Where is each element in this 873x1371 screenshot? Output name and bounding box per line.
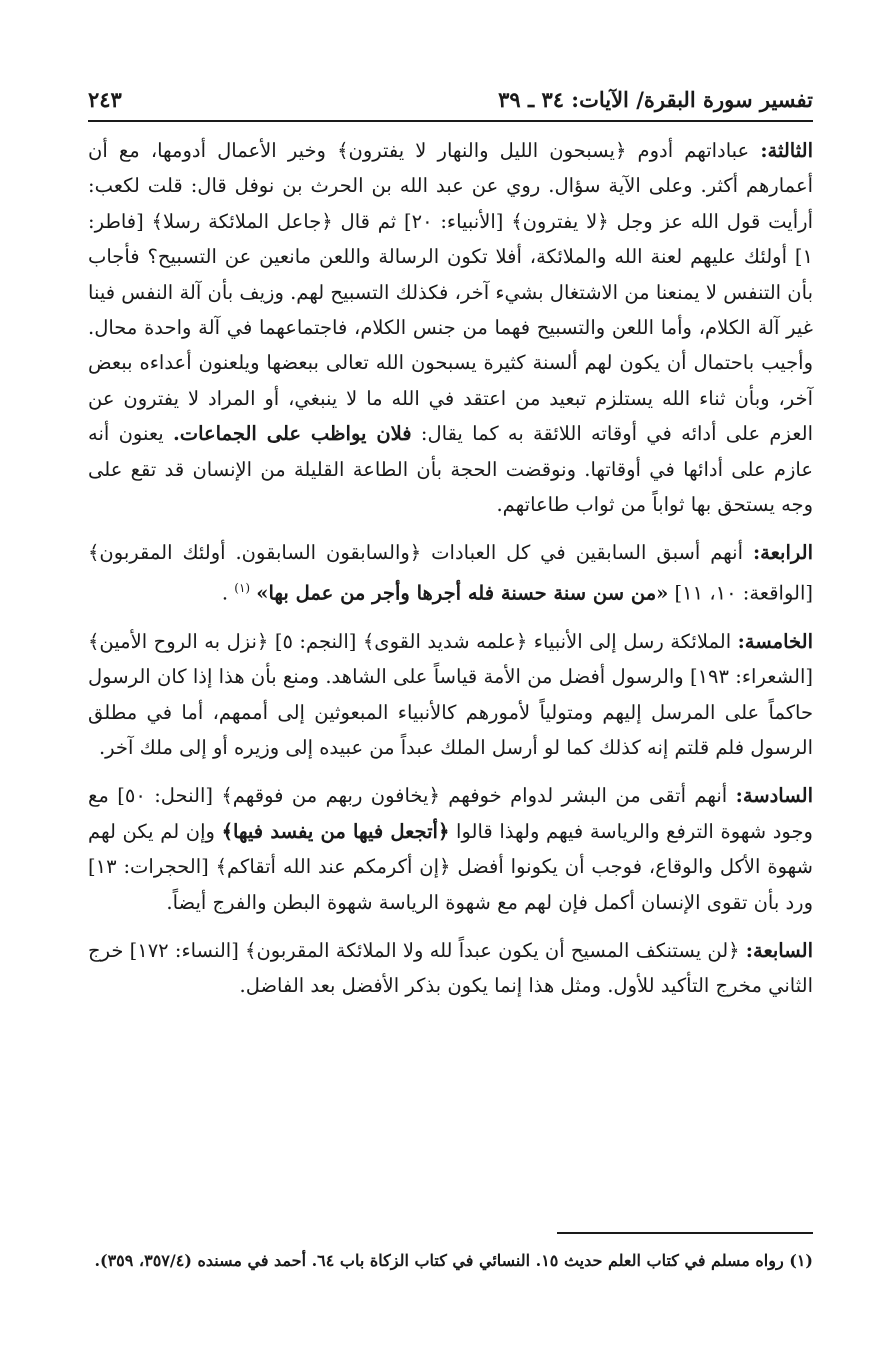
- paragraph-text: ﴿لن يستنكف المسيح أن يكون عبداً لله ولا الملائكة المقربون﴾ [النساء: ١٧٢] خرج الثاني مخرج التأكيد للأول. ومثل هذا إنما يكون بذكر الأفضل بعد الفاضل.: [88, 939, 813, 998]
- paragraph-lead: الرابعة:: [752, 541, 813, 565]
- paragraph-fourth: [88, 535, 813, 610]
- page-number: ٢٤٣: [88, 87, 122, 112]
- body-text: [88, 133, 813, 1004]
- paragraph-lead: السابعة:: [745, 939, 813, 963]
- paragraph-lead: الثالثة:: [760, 139, 813, 162]
- paragraph-text: أنهم أسبق السابقين في كل العبادات ﴿والسابقون السابقون. أولئك المقربون﴾ [الواقعة: ١٠، ١١]: [88, 541, 813, 605]
- footnote-rule: [557, 1232, 813, 1234]
- paragraph-text: يعنون أنه عازم على أدائها في أوقاتها. ونوقضت الحجة بأن الطاعة القليلة من الإنسان قد تقع على وجه يستحق بها ثواباً من ثواب طاعاتهم.: [88, 422, 813, 517]
- quran-quote: ﴿أتجعل فيها من يفسد فيها﴾: [221, 819, 450, 843]
- paragraph-text: .: [221, 581, 235, 605]
- paragraph-third: [88, 133, 813, 522]
- header-rule: [88, 120, 813, 122]
- paragraph-bold-text: فلان يواظب على الجماعات.: [172, 422, 412, 446]
- paragraph-text: الملائكة رسل إلى الأنبياء ﴿علمه شديد القوى﴾ [النجم: ٥] ﴿نزل به الروح الأمين﴾ [الشعراء: ١٩٣] والرسول أفضل من الأمة قياساً على الشاهد. ومنع بأن هذا إذا كان الرسول حاكماً على المرسل إليهم ومتولياً لأمورهم كالأنبياء المبعوثين إلى أممهم، أما في مطلق الرسول فلم قلتم إنه كذلك كما لو أرسل الملك عبداً من عبيده إلى وزيره أو إلى ملك آخر.: [88, 629, 813, 759]
- paragraph-text: أنهم أتقى من البشر لدوام خوفهم ﴿يخافون ربهم من فوقهم﴾ [النحل: ٥٠] مع وجود شهوة الترفع والرياسة فيهم ولهذا قالوا: [88, 784, 813, 843]
- paragraph-text: عباداتهم أدوم ﴿يسبحون الليل والنهار لا يفترون﴾ وخير الأعمال أدومها، مع أن أعمارهم أكثر. وعلى الآية سؤال. روي عن عبد الله بن الحرث بن نوفل قال: قلت لكعب: أرأيت قول الله عز وجل ﴿لا يفترون﴾ [الأنبياء: ٢٠] ثم قال ﴿جاعل الملائكة رسلا﴾ [فاطر: ١] أولئك عليهم لعنة الله والملائكة، أفلا تكون الرسالة واللعن مانعين عن التسبيح؟ فأجاب بأن التنفس لا يمنعنا من الاشتغال بشيء آخر، فكذلك التسبيح لهم. وزيف بأن آلة النفس فينا غير آلة الكلام، وأما اللعن والتسبيح فهما من جنس الكلام، فاجتماعهما في آلة واحدة محال. وأجيب باحتمال أن يكون لهم ألسنة كثيرة يسبحون الله تعالى ببعضها ويلعنون أعداءه ببعض آخر، وبأن ثناء الله يستلزم تبعيد من اعتقد في الله ما لا ينبغي، أو المراد لا يفترون عن العزم على أدائه في أوقاته اللائقة به كما يقال:: [88, 139, 814, 446]
- footnote: [88, 1247, 813, 1274]
- header-title: تفسير سورة البقرة/ الآيات: ٣٤ ـ ٣٩: [498, 87, 813, 112]
- paragraph-lead: السادسة:: [735, 784, 813, 808]
- paragraph-fifth: [88, 624, 813, 766]
- footnote-reference[interactable]: (١): [234, 580, 251, 595]
- running-header: [88, 80, 813, 112]
- paragraph-sixth: [88, 778, 813, 920]
- footnote-text: (١) رواه مسلم في كتاب العلم حديث ١٥. النسائي في كتاب الزكاة باب ٦٤. أحمد في مسنده (٣٥٧/٤، ٣٥٩).: [94, 1251, 813, 1270]
- paragraph-seventh: [88, 933, 813, 1004]
- paragraph-text: وإن لم يكن لهم شهوة الأكل والوقاع، فوجب أن يكونوا أفضل ﴿إن أكرمكم عند الله أتقاكم﴾ [الحجرات: ١٣] ورد بأن تقوى الإنسان أكمل فإن لهم مع شهوة الرياسة شهوة البطن والفرج أيضاً.: [88, 819, 813, 914]
- hadith-quote: «من سن سنة حسنة فله أجرها وأجر من عمل بها»: [256, 581, 669, 605]
- paragraph-lead: الخامسة:: [737, 629, 813, 653]
